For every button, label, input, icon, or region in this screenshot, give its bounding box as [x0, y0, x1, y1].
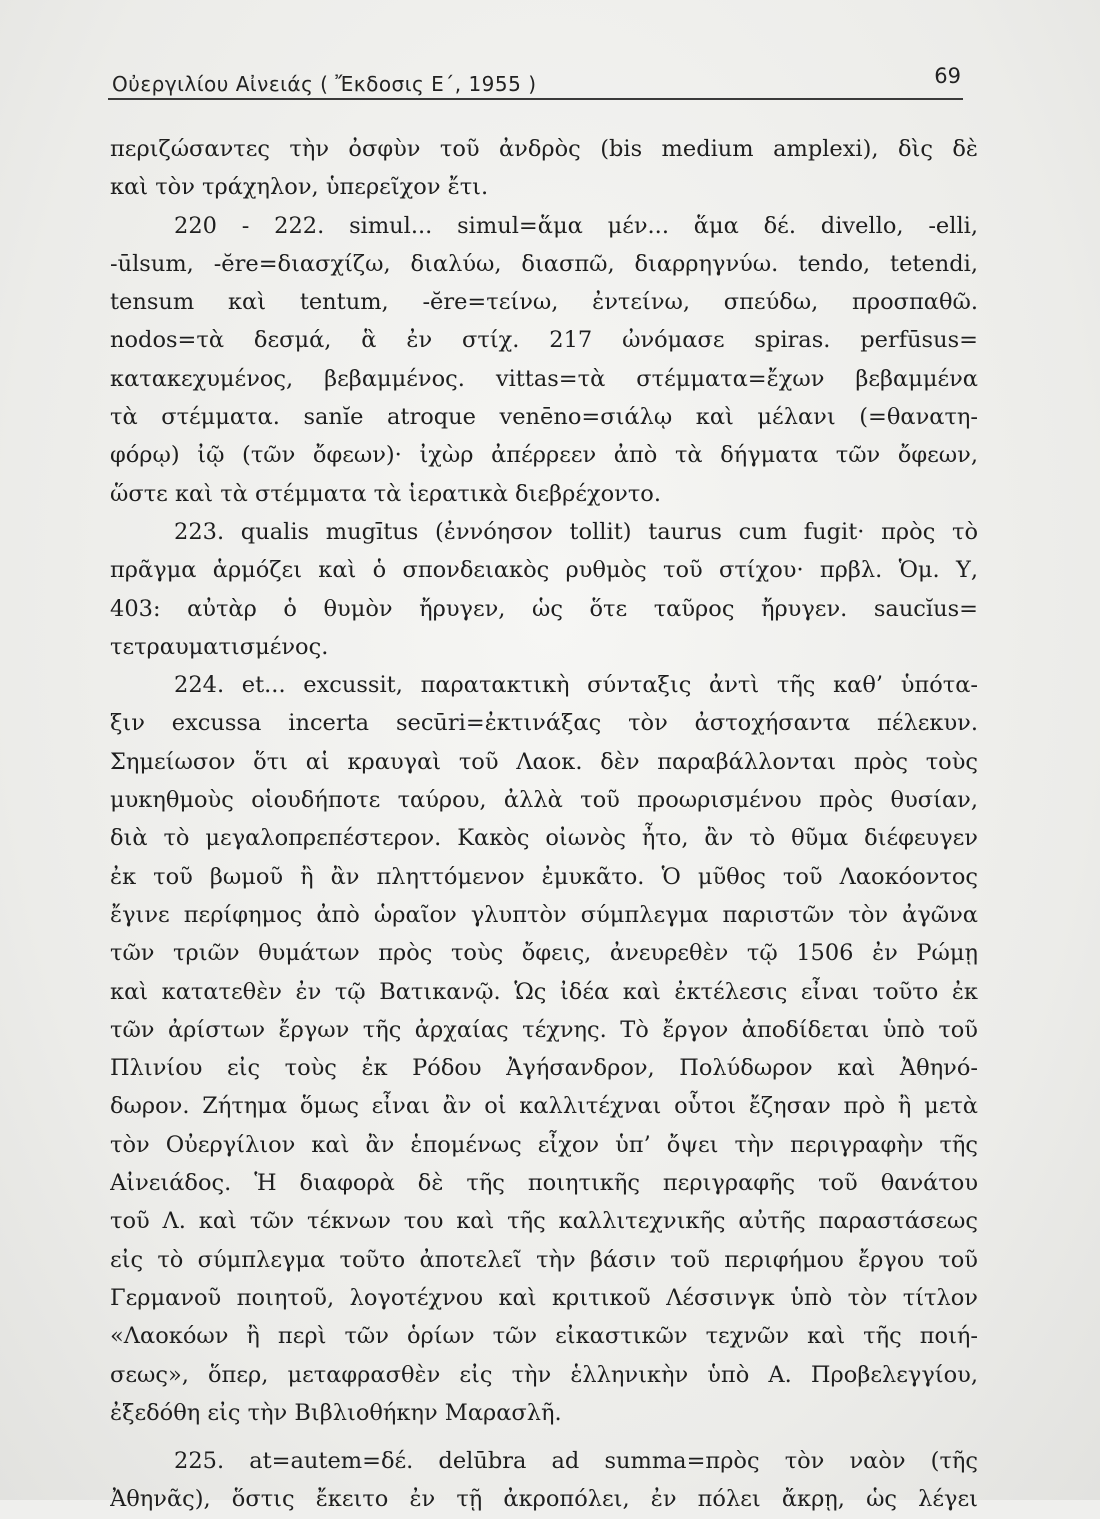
text-line: Σημείωσον ὅτι αἱ κραυγαὶ τοῦ Λαοκ. δὲν παραβάλλονται πρὸς τοὺς: [110, 748, 978, 775]
text-line: κατακεχυμένος, βεβαμμένος. vittas=τὰ στέμματα=ἔχων βεβαμμένα: [110, 365, 978, 392]
text-line: τῶν ἀρίστων ἔργων τῆς ἀρχαίας τέχνης. Τὸ ἔργον ἀποδίδεται ὑπὸ τοῦ: [110, 1016, 978, 1043]
text-line: ἔγινε περίφημος ἀπὸ ὡραῖον γλυπτὸν σύμπλεγμα παριστῶν τὸν ἀγῶνα: [110, 901, 978, 928]
text-line: 223. qualis mugītus (ἐννόησον tollit) taurus cum fugit· πρὸς τὸ: [174, 518, 978, 545]
text-line: Ἀθηνᾶς), ὅστις ἔκειτο ἐν τῇ ἀκροπόλει, ἐν πόλει ἄκρῃ, ὡς λέγει: [110, 1486, 978, 1513]
text-line: nodos=τὰ δεσμά, ἃ ἐν στίχ. 217 ὠνόμασε spiras. perfūsus=: [110, 327, 978, 354]
text-line: δωρον. Ζήτημα ὅμως εἶναι ἂν οἱ καλλιτέχναι οὗτοι ἔζησαν πρὸ ἢ μετὰ: [110, 1093, 978, 1120]
text-line: ἐκ τοῦ βωμοῦ ἢ ἂν πληττόμενον ἐμυκᾶτο. Ὁ μῦθος τοῦ Λαοκόοντος: [110, 863, 978, 890]
text-line: πρᾶγμα ἁρμόζει καὶ ὁ σπονδειακὸς ρυθμὸς τοῦ στίχου· πρβλ. Ὁμ. Υ,: [110, 557, 978, 584]
text-line: ὥστε καὶ τὰ στέμματα τὰ ἱερατικὰ διεβρέχοντο.: [110, 480, 661, 507]
running-head: Οὐεργιλίου Αἰνειάς ( Ἔκδοσις Ε΄, 1955 ): [112, 72, 537, 96]
text-line: τῶν τριῶν θυμάτων πρὸς τοὺς ὄφεις, ἀνευρεθὲν τῷ 1506 ἐν Ρώμῃ: [110, 940, 978, 967]
text-line: φόρῳ) ἰῷ (τῶν ὄφεων)· ἰχὼρ ἀπέρρεεν ἀπὸ τὰ δήγματα τῶν ὄφεων,: [110, 442, 978, 469]
text-line: σεως», ὅπερ, μεταφρασθὲν εἰς τὴν ἑλληνικὴν ὑπὸ Α. Προβελεγγίου,: [110, 1361, 978, 1388]
page-header: [108, 64, 963, 100]
text-line: Πλινίου εἰς τοὺς ἐκ Ρόδου Ἀγήσανδρον, Πολύδωρον καὶ Ἀθηνό-: [110, 1055, 978, 1082]
text-line: 403: αὐτὰρ ὁ θυμὸν ἤρυγεν, ὡς ὅτε ταῦρος ἤρυγεν. saucĭus=: [110, 595, 978, 622]
text-line: τὸν Οὐεργίλιον καὶ ἂν ἑπομένως εἶχον ὑπ’ ὄψει τὴν περιγραφὴν τῆς: [110, 1131, 978, 1158]
text-line: τὰ στέμματα. sanĭe atroque venēno=σιάλῳ καὶ μέλανι (=θανατη-: [110, 404, 978, 431]
text-line: Αἰνειάδος. Ἡ διαφορὰ δὲ τῆς ποιητικῆς περιγραφῆς τοῦ θανάτου: [110, 1170, 978, 1197]
page-number: 69: [934, 64, 961, 88]
text-line: διὰ τὸ μεγαλοπρεπέστερον. Κακὸς οἰωνὸς ἦτο, ἂν τὸ θῦμα διέφευγεν: [110, 825, 978, 852]
paragraph-gap: [110, 1432, 978, 1442]
text-line: ξιν excussa incerta secūri=ἐκτινάξας τὸν ἀστοχήσαντα πέλεκυν.: [110, 710, 978, 737]
text-line: ἐξεδόθη εἰς τὴν Βιβλιοθήκην Μαρασλῆ.: [110, 1399, 562, 1426]
text-line: τοῦ Λ. καὶ τῶν τέκνων του καὶ τῆς καλλιτεχνικῆς αὐτῆς παραστάσεως: [110, 1208, 978, 1235]
text-line: 220 - 222. simul... simul=ἅμα μέν... ἅμα δέ. divello, -elli,: [174, 212, 978, 239]
text-line: καὶ κατατεθὲν ἐν τῷ Βατικανῷ. Ὡς ἰδέα καὶ ἐκτέλεσις εἶναι τοῦτο ἐκ: [110, 978, 978, 1005]
text-line: 224. et... excussit, παρατακτικὴ σύνταξις ἀντὶ τῆς καθ’ ὑπότα-: [174, 672, 978, 699]
text-line: Γερμανοῦ ποιητοῦ, λογοτέχνου καὶ κριτικοῦ Λέσσινγκ ὑπὸ τὸν τίτλον: [110, 1284, 978, 1311]
commentary-text: [110, 130, 978, 1519]
text-line: 225. at=autem=δέ. delūbra ad summa=πρὸς τὸν ναὸν (τῆς: [174, 1448, 978, 1475]
text-line: καὶ τὸν τράχηλον, ὑπερεῖχον ἔτι.: [110, 174, 489, 201]
text-line: περιζώσαντες τὴν ὀσφὺν τοῦ ἀνδρὸς (bis medium amplexi), δὶς δὲ: [110, 136, 978, 162]
text-line: μυκηθμοὺς οἱουδήποτε ταύρου, ἀλλὰ τοῦ προωρισμένου πρὸς θυσίαν,: [110, 787, 978, 814]
text-line: -ūlsum, -ĕre=διασχίζω, διαλύω, διασπῶ, διαρρηγνύω. tendo, tetendi,: [110, 250, 978, 277]
text-line: «Λαοκόων ἢ περὶ τῶν ὁρίων τῶν εἰκαστικῶν τεχνῶν καὶ τῆς ποιή-: [110, 1323, 978, 1350]
text-line: τετραυματισμένος.: [110, 633, 329, 660]
text-line: εἰς τὸ σύμπλεγμα τοῦτο ἀποτελεῖ τὴν βάσιν τοῦ περιφήμου ἔργου τοῦ: [110, 1246, 978, 1273]
text-line: tensum καὶ tentum, -ĕre=τείνω, ἐντείνω, σπεύδω, προσπαθῶ.: [110, 289, 978, 316]
